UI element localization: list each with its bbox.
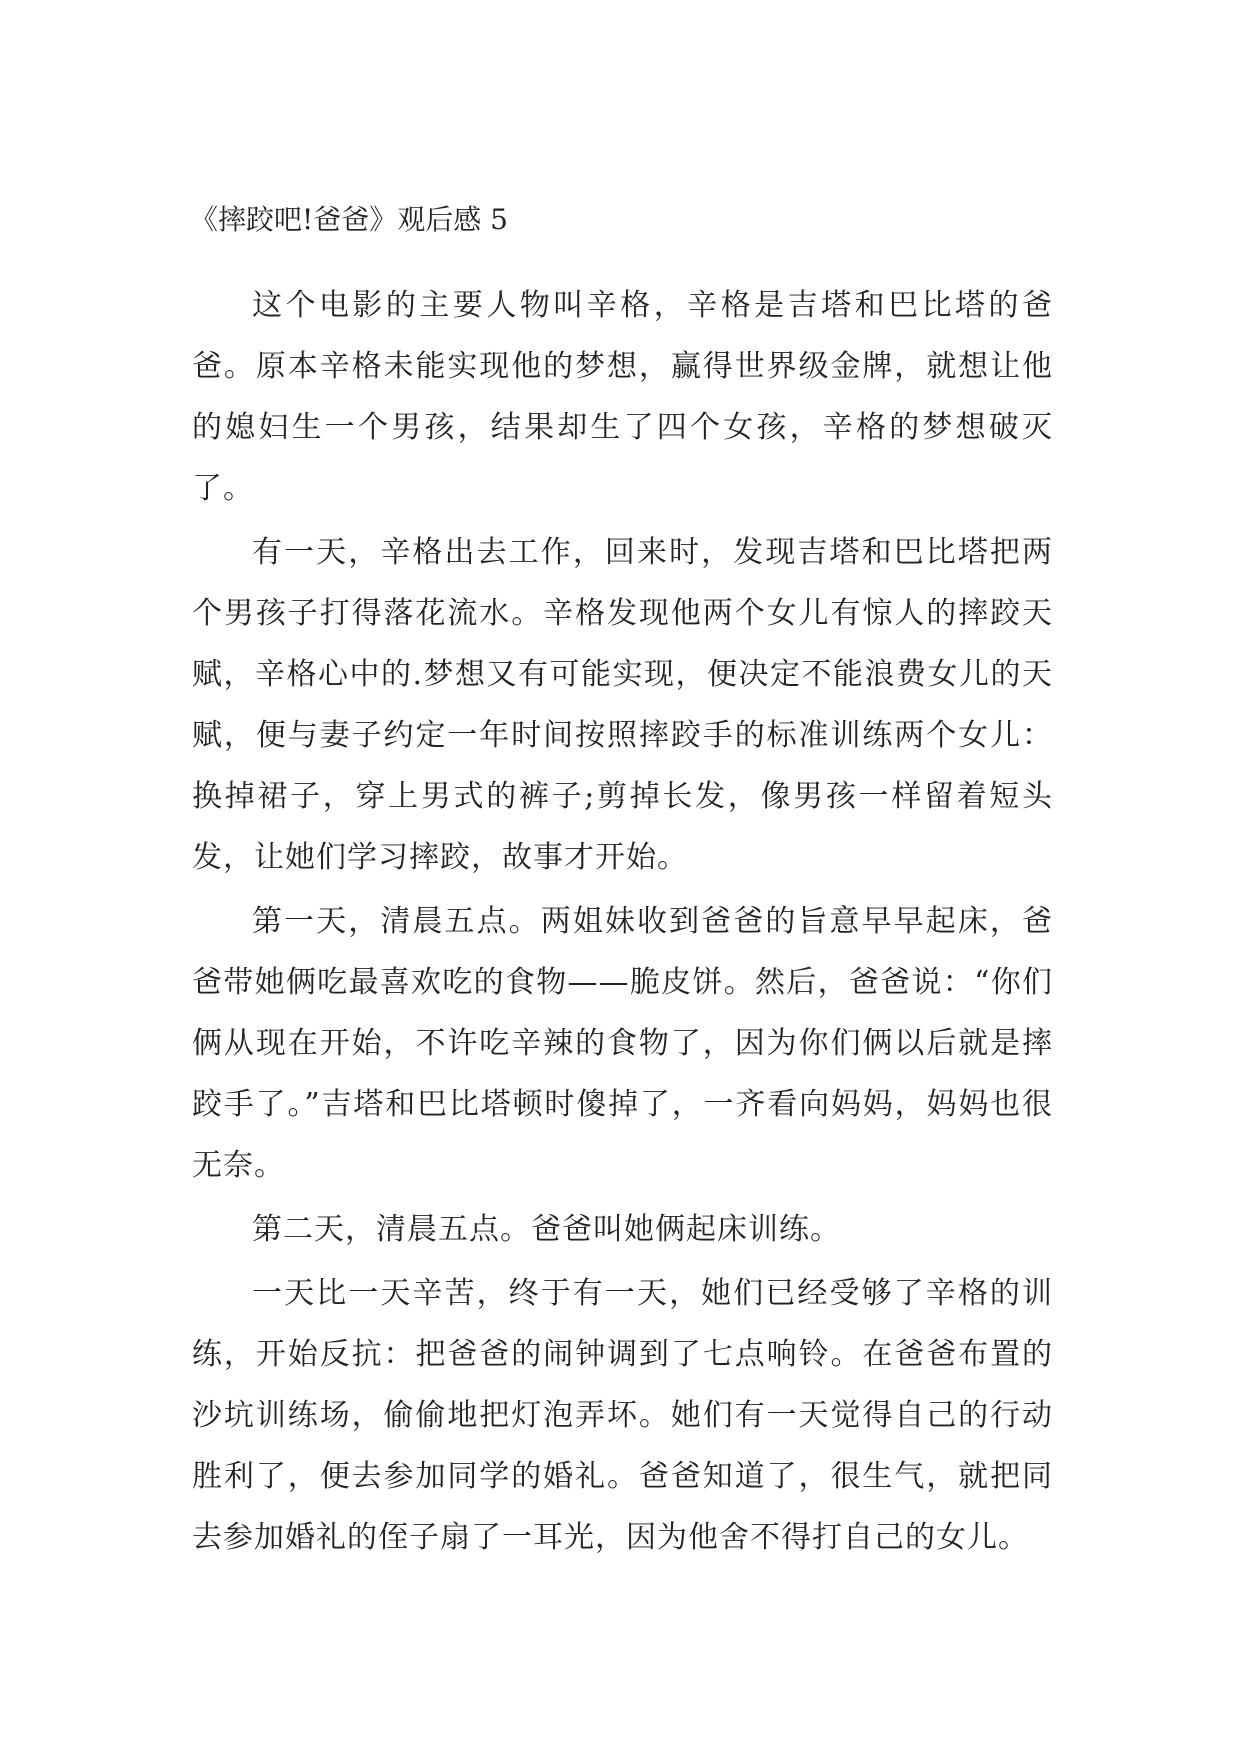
paragraph-2: 有一天，辛格出去工作，回来时，发现吉塔和巴比塔把两个男孩子打得落花流水。辛格发现他两个女儿有惊人的摔跤天赋，辛格心中的.梦想又有可能实现，便决定不能浪费女儿的天赋，便与妻子约定一年时间按照摔跤手的标准训练两个女儿：换掉裙子，穿上男式的裤子;剪掉长发，像男孩一样留着短头发，让她们学习摔跤，故事才开始。	[192, 535, 1053, 875]
paragraph-3: 第一天，清晨五点。两姐妹收到爸爸的旨意早早起床，爸爸带她俩吃最喜欢吃的食物——脆皮饼。然后，爸爸说：“你们俩从现在开始，不许吃辛辣的食物了，因为你们俩以后就是摔跤手了。”吉塔和巴比塔顿时傻掉了，一齐看向妈妈，妈妈也很无奈。	[192, 904, 1053, 1183]
paragraph-1: 这个电影的主要人物叫辛格，辛格是吉塔和巴比塔的爸爸。原本辛格未能实现他的梦想，赢得世界级金牌，就想让他的媳妇生一个男孩，结果却生了四个女孩，辛格的梦想破灭了。	[192, 288, 1053, 506]
paragraph-5: 一天比一天辛苦，终于有一天，她们已经受够了辛格的训练，开始反抗：把爸爸的闹钟调到了七点响铃。在爸爸布置的沙坑训练场，偷偷地把灯泡弄坏。她们有一天觉得自己的行动胜利了，便去参加同学的婚礼。爸爸知道了，很生气，就把同去参加婚礼的侄子扇了一耳光，因为他舍不得打自己的女儿。	[192, 1276, 1053, 1555]
document-body	[192, 275, 1053, 1571]
paragraph-4: 第二天，清晨五点。爸爸叫她俩起床训练。	[252, 1212, 841, 1247]
document-title: 《摔跤吧!爸爸》观后感 5	[190, 203, 508, 236]
